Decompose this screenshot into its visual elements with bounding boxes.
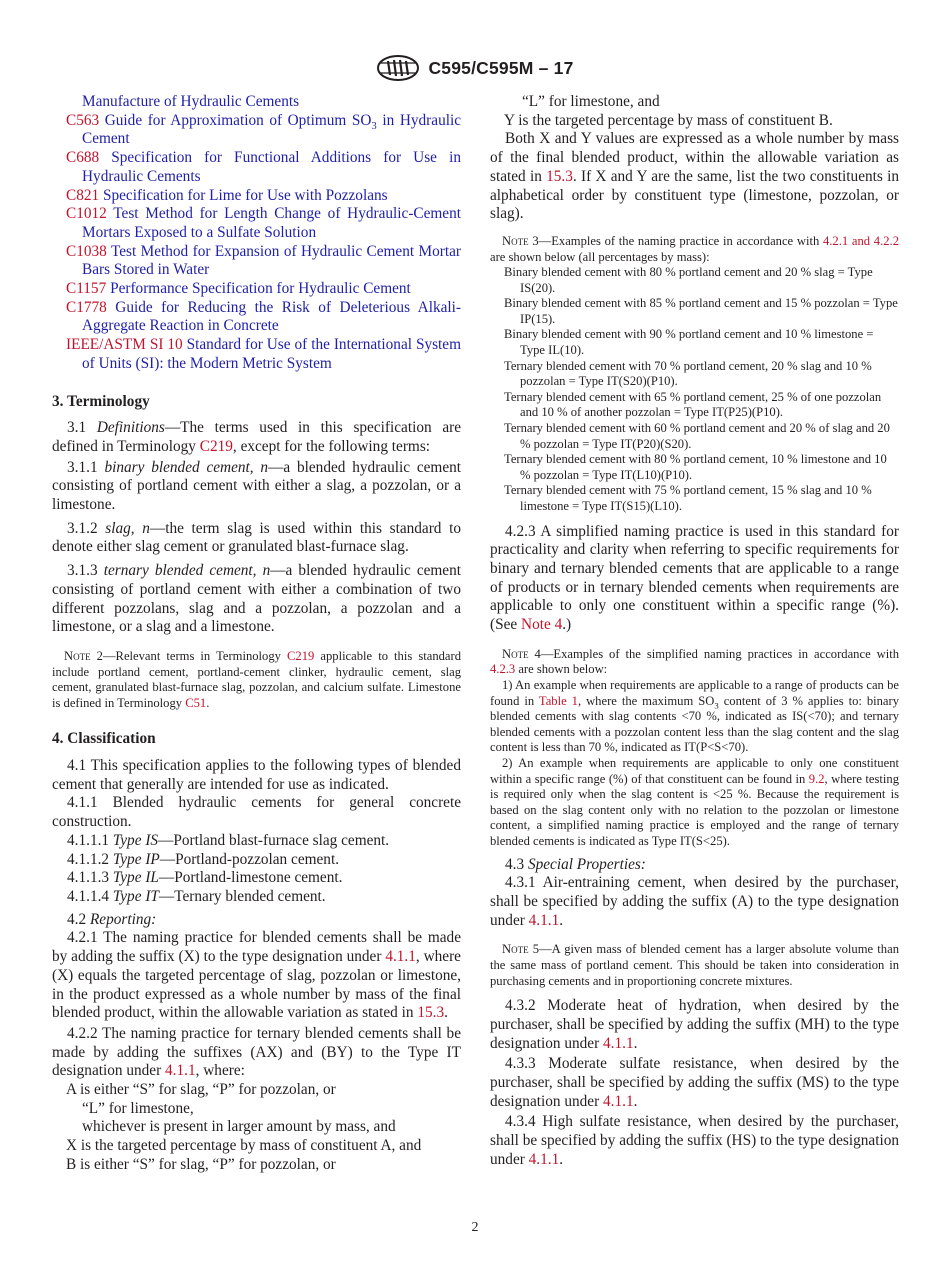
type-item: 4.1.1.4 Type IT—Ternary blended cement. (67, 887, 326, 905)
reference-continuation: Manufacture of Hydraulic Cements (82, 93, 300, 110)
astm-logo-icon (376, 55, 420, 81)
paragraph-4-2: 4.2 Reporting: (67, 910, 157, 928)
definition-y: Y is the targeted percentage by mass of constituent B. (504, 111, 833, 129)
note-4-example-2: 2) An example when requirements are applicable to only one constituent within a specific range (%) of that constituent can be found in 9.2, where testing is required only when the slag content is <25 %. Because the requirement is based on the slag content only with no relation to the pozzolan or limestone content, a simplified naming practice is employed and the range of ternary blended cements is indicated as Type IT(S<25). (490, 755, 899, 848)
paragraph-4-2-1: 4.2.1 The naming practice for blended cements shall be made by adding the suffix (X) to the type designation under 4.1.1, where (X) equals the targeted percentage of slag, pozzolan or limestone, in the product expressed as a whole number by mass of the final blended product, within the allowable variation as stated in 15.3. (52, 929, 461, 1022)
paragraph-4-3-3: 4.3.3 Moderate sulfate resistance, when desired by the purchaser, shall be specified by adding the suffix (MS) to the type designation under 4.1.1. (490, 1055, 899, 1110)
link-4-1-1[interactable]: 4.1.1 (603, 1034, 634, 1052)
definition-a-cont: “L” for limestone, (82, 1099, 194, 1117)
link-c51[interactable]: C51 (185, 695, 207, 710)
note-4: Note 4—Examples of the simplified naming practices in accordance with 4.2.3 are shown below: (490, 646, 899, 677)
reference-item[interactable]: C563 Guide for Approximation of Optimum $SO_3$ in Hydraulic Cement (66, 111, 462, 148)
definition-b: B is either “S” for slag, “P” for pozzolan, or (66, 1155, 336, 1173)
reference-item[interactable]: C1778 Guide for Reducing the Risk of Deleterious Alkali-Aggregate Reaction in Concrete (66, 298, 461, 335)
section-4-heading: 4. Classification (52, 730, 156, 748)
naming-example: Binary blended cement with 85 % portland cement and 15 % pozzolan = Type IP(15). (504, 296, 898, 326)
link-15-3[interactable]: 15.3 (417, 1004, 445, 1022)
left-column (52, 93, 461, 1175)
naming-example: Ternary blended cement with 60 % portland cement and 20 % of slag and 20 % pozzolan = Type IT(P20)(S20). (504, 421, 890, 451)
paragraph-4-2-3: 4.2.3 A simplified naming practice is used in this standard for practicality and clarity when referring to specific requirements for binary and ternary blended cements that are applicable to a range of products or in ternary blended cements when requirements are applicable to only one constituent within a specific range (%). (See Note 4.) (490, 522, 899, 634)
document-id: C595/C595M – 17 (428, 57, 574, 78)
paragraph-3-1: 3.1 Definitions—The terms used in this specification are defined in Terminology C219, except for the following terms: (52, 419, 461, 455)
link-c219[interactable]: C219 (199, 437, 233, 455)
link-4-2-1-and-4-2-2[interactable]: 4.2.1 and 4.2.2 (822, 233, 899, 248)
link-c219[interactable]: C219 (287, 648, 315, 663)
page-number: 2 (471, 1220, 479, 1235)
type-item: 4.1.1.1 Type IS—Portland blast-furnace slag cement. (67, 831, 390, 849)
paragraph-4-1-1: 4.1.1 Blended hydraulic cements for general concrete construction. (52, 794, 461, 831)
naming-example: Ternary blended cement with 80 % portland cement, 10 % limestone and 10 % pozzolan = Type IT(L10)(P10). (504, 452, 887, 482)
link-4-2-3[interactable]: 4.2.3 (490, 662, 516, 677)
paragraph-4-3-1: 4.3.1 Air-entraining cement, when desired by the purchaser, shall be specified by adding the suffix (A) to the type designation under 4.1.1. (490, 874, 899, 929)
reference-item[interactable]: IEEE/ASTM SI 10 Standard for Use of the International System of Units (SI): the Modern Metric System (66, 336, 461, 372)
link-4-1-1[interactable]: 4.1.1 (603, 1092, 634, 1110)
naming-example: Ternary blended cement with 65 % portland cement, 25 % of one pozzolan and 10 % of another pozzolan = Type IT(P25)(P10). (504, 389, 882, 420)
reference-item[interactable]: C688 Specification for Functional Additions for Use in Hydraulic Cements (66, 149, 461, 185)
definition-b-cont: “L” for limestone, and (522, 93, 660, 110)
page-header (0, 55, 950, 81)
link-4-1-1[interactable]: 4.1.1 (528, 1150, 560, 1168)
naming-example: Ternary blended cement with 75 % portland cement, 15 % slag and 10 % limestone = Type IT(S15)(L10). (504, 483, 872, 514)
paragraph-3-1-3: 3.1.3 ternary blended cement, n—a blended hydraulic cement consisting of portland cement with either a combination of two different pozzolans, slag and a pozzolan, a pozzolan and a limestone, or a slag and a limestone. (52, 562, 461, 636)
note-5: Note 5—A given mass of blended cement has a larger absolute volume than the same mass of portland cement. This should be taken into consideration in purchasing cements and in proportioning concrete mixtures. (490, 942, 899, 988)
paragraph-xy-values: Both X and Y values are expressed as a whole number by mass of the final blended product, within the allowable variation as stated in 15.3. If X and Y are the same, list the two constituents in alphabetical order by constituent type (limestone, pozzolan, or slag). (490, 130, 899, 223)
link-9-2[interactable]: 9.2 (808, 771, 825, 786)
paragraph-4-1: 4.1 This specification applies to the following types of blended cement that generally are intended for use as indicated. (52, 757, 461, 793)
link-note-4[interactable]: Note 4 (521, 616, 563, 634)
paragraph-4-3-2: 4.3.2 Moderate heat of hydration, when desired by the purchaser, shall be specified by adding the suffix (MH) to the type designation under 4.1.1. (490, 997, 899, 1052)
note-4-example-1: 1) An example when requirements are applicable to a range of products can be found in Table 1, where the maximum $SO_3$ content of 3 % applies to: binary blended cements with slag contents <70 %, indicated as IS(<70); and ternary blended cements with a pozzolan content less than the slag content and the slag content is less than 70 %, indicated as IT(P<S<70). (490, 678, 900, 755)
paragraph-3-1-1: 3.1.1 binary blended cement, n—a blended hydraulic cement consisting of portland cement with either a slag, a pozzolan, or a limestone. (52, 458, 462, 514)
right-column (490, 93, 899, 1169)
paragraph-3-1-2: 3.1.2 slag, n—the term slag is used within this standard to denote either slag cement or granulated blast-furnace slag. (52, 519, 462, 556)
link-4-1-1[interactable]: 4.1.1 (528, 911, 560, 929)
definition-x: X is the targeted percentage by mass of constituent A, and (66, 1137, 422, 1155)
type-item: 4.1.1.3 Type IL—Portland-limestone cement. (67, 869, 343, 887)
link-15-3[interactable]: 15.3 (546, 167, 573, 185)
note-2: Note 2—Relevant terms in Terminology C219 applicable to this standard include portland cement, portland-cement clinker, hydraulic cement, slag cement, granulated blast-furnace slag, pozzolan, and calcium sulfate. Limestone is defined in Terminology C51. (52, 648, 461, 710)
definition-a-cont: whichever is present in larger amount by mass, and (82, 1118, 396, 1136)
naming-example: Binary blended cement with 90 % portland cement and 10 % limestone = Type IL(10). (504, 327, 874, 358)
link-4-1-1[interactable]: 4.1.1 (385, 948, 416, 966)
link-4-1-1[interactable]: 4.1.1 (165, 1062, 196, 1080)
paragraph-4-2-2: 4.2.2 The naming practice for ternary blended cements shall be made by adding the suffixes (AX) and (BY) to the Type IT designation under 4.1.1, where: (52, 1024, 461, 1080)
type-item: 4.1.1.2 Type IP—Portland-pozzolan cement. (67, 850, 340, 868)
paragraph-4-3-4: 4.3.4 High sulfate resistance, when desired by the purchaser, shall be specified by adding the suffix (HS) to the type designation under 4.1.1. (490, 1113, 899, 1168)
section-3-heading: 3. Terminology (52, 392, 150, 410)
naming-example: Ternary blended cement with 70 % portland cement, 20 % slag and 10 % pozzolan = Type IT(S20)(P10). (504, 358, 872, 389)
note-3: Note 3—Examples of the naming practice in accordance with 4.2.1 and 4.2.2 are shown below (all percentages by mass): (490, 233, 899, 264)
link-table-1[interactable]: Table 1 (538, 693, 578, 708)
reference-item[interactable]: C1012 Test Method for Length Change of Hydraulic-Cement Mortars Exposed to a Sulfate Solution (66, 205, 461, 241)
definition-a: A is either “S” for slag, “P” for pozzolan, or (66, 1081, 336, 1099)
naming-example: Binary blended cement with 80 % portland cement and 20 % slag = Type IS(20). (504, 265, 873, 295)
reference-item[interactable]: C1038 Test Method for Expansion of Hydraulic Cement Mortar Bars Stored in Water (66, 242, 461, 279)
paragraph-4-3: 4.3 Special Properties: (505, 855, 646, 873)
reference-item[interactable]: C1157 Performance Specification for Hydraulic Cement (66, 280, 411, 298)
reference-item[interactable]: C821 Specification for Lime for Use with Pozzolans (66, 186, 388, 204)
